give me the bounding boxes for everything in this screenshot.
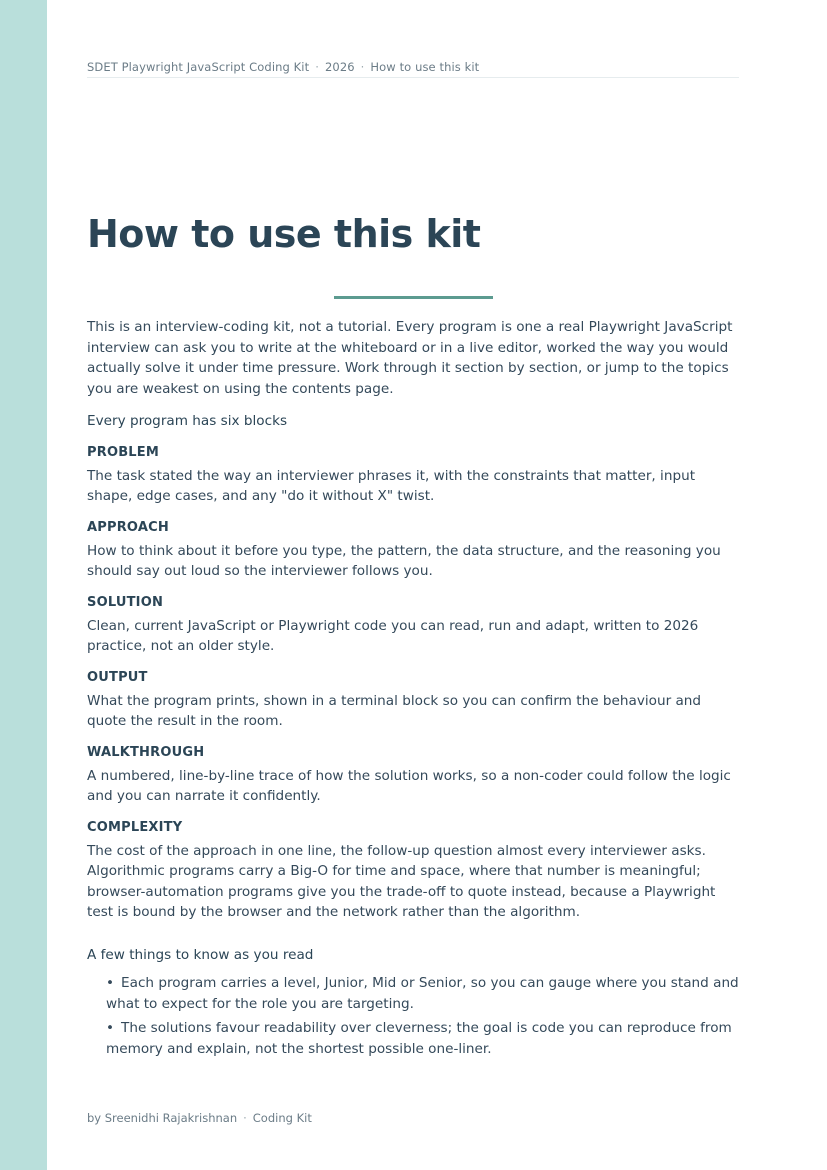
block-heading: WALKTHROUGH — [87, 744, 205, 760]
page-title: How to use this kit — [87, 212, 481, 256]
header-kit-name: SDET Playwright JavaScript Coding Kit — [87, 60, 310, 74]
footer-label: Coding Kit — [252, 1111, 312, 1125]
block-heading: APPROACH — [87, 519, 169, 535]
blocks-section-title: Every program has six blocks — [87, 413, 288, 429]
footer-separator: · — [243, 1111, 247, 1125]
block-walkthrough — [87, 744, 739, 807]
block-output — [87, 669, 739, 732]
block-solution — [87, 594, 739, 657]
block-body: How to think about it before you type, the pattern, the data structure, and the reasoning you should say out loud so the interviewer follows you. — [87, 542, 721, 579]
block-approach — [87, 519, 739, 582]
notes-section-title: A few things to know as you read — [87, 946, 314, 963]
header-section: How to use this kit — [370, 60, 480, 74]
side-accent-bar — [0, 0, 47, 1170]
running-footer — [87, 1111, 312, 1125]
title-divider — [334, 296, 493, 299]
running-header — [87, 60, 739, 78]
list-item — [106, 1018, 739, 1059]
main-content — [87, 317, 739, 1063]
bullet-icon: • — [106, 1020, 115, 1036]
header-separator: · — [360, 60, 365, 74]
block-heading: SOLUTION — [87, 594, 164, 610]
footer-author: by Sreenidhi Rajakrishnan — [87, 1111, 238, 1125]
block-body: The task stated the way an interviewer phrases it, with the constraints that matter, input shape, edge cases, and any "do it without X" twist. — [87, 467, 696, 504]
block-body: What the program prints, shown in a terminal block so you can confirm the behaviour and quote the result in the room. — [87, 692, 702, 729]
header-year: 2026 — [324, 60, 355, 74]
list-item — [106, 973, 739, 1014]
block-body: The cost of the approach in one line, the follow-up question almost every interviewer asks. Algorithmic programs carry a Big-O for time and space, where that number is meaningful; browser-automation programs give you the trade-off to quote instead, because a Playwright test is bound by the browser and the network rather than the algorithm. — [87, 842, 716, 920]
block-body: A numbered, line-by-line trace of how the solution works, so a non-coder could follow the logic and you can narrate it confidently. — [87, 767, 731, 804]
header-separator: · — [315, 60, 319, 74]
block-body: Clean, current JavaScript or Playwright code you can read, run and adapt, written to 2026 practice, not an older style. — [87, 617, 699, 654]
bullet-icon: • — [106, 975, 115, 991]
note-text: Each program carries a level, Junior, Mid or Senior, so you can gauge where you stand and what to expect for the role you are targeting. — [106, 975, 739, 1012]
notes-list — [87, 973, 739, 1059]
block-complexity — [87, 819, 739, 923]
intro-paragraph: This is an interview-coding kit, not a tutorial. Every program is one a real Playwright JavaScript interview can ask you to write at the whiteboard or in a live editor, worked the way you would actually solve it under time pressure. Work through it section by section, or jump to the topics you are weakest on using the contents page. — [87, 319, 733, 397]
block-heading: COMPLEXITY — [87, 819, 183, 835]
note-text: The solutions favour readability over cleverness; the goal is code you can reproduce from memory and explain, not the shortest possible one-liner. — [106, 1020, 732, 1057]
block-problem — [87, 444, 739, 507]
block-heading: OUTPUT — [87, 669, 148, 685]
block-heading: PROBLEM — [87, 444, 159, 460]
